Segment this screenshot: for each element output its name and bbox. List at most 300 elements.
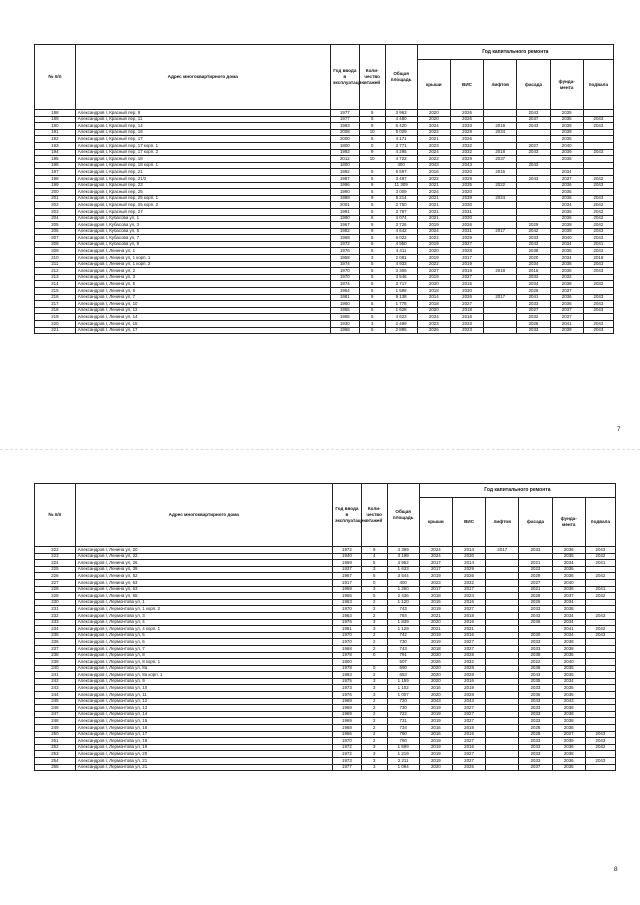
cell-lifts: 2016 [484, 169, 517, 176]
cell-floors: 3 [361, 764, 387, 771]
cell-foundation: 2038 [552, 606, 585, 613]
cell-basement: 2043 [583, 307, 613, 314]
cell-basement: 2043 [583, 149, 613, 156]
page-number: 7 [617, 426, 621, 433]
cell-address: Александров г, Лермонтова ул, 4 [75, 619, 332, 626]
cell-basement: 2042 [585, 573, 615, 580]
cell-roofs: 2020 [419, 652, 452, 659]
cell-vis: 2027 [452, 758, 485, 765]
cell-lifts [486, 764, 519, 771]
cell-area: 4 952 [387, 560, 419, 567]
cell-floors: 3 [361, 758, 387, 765]
table-row [35, 321, 614, 328]
cell-num: 223 [35, 553, 76, 560]
cell-vis: 2027 [450, 274, 483, 281]
cell-area: 5 597 [385, 169, 417, 176]
cell-year: 1972 [330, 241, 359, 248]
cell-num: 243 [35, 685, 76, 692]
cell-facade: 2027 [519, 579, 552, 586]
cell-num: 229 [35, 593, 76, 600]
cell-num: 208 [35, 241, 76, 248]
cell-basement: 2043 [583, 261, 613, 268]
cell-year: 1993 [330, 123, 359, 130]
cell-year: 1800 [330, 142, 359, 149]
cell-facade: 2030 [519, 632, 552, 639]
cell-facade: 2016 [517, 268, 550, 275]
cell-area: 730 [387, 639, 419, 646]
col-lifts-header: лифтов [486, 498, 519, 547]
cell-year: 1969 [332, 698, 361, 705]
cell-floors: 2 [361, 645, 387, 652]
cell-year: 1965 [330, 314, 359, 321]
cell-floors: 9 [359, 149, 385, 156]
cell-address: Александров г, Красный пер, 14 [75, 123, 330, 130]
cell-area: 3 306 [385, 268, 417, 275]
cell-num: 219 [35, 314, 76, 321]
cell-vis: 2027 [452, 606, 485, 613]
cell-year: 1964 [330, 288, 359, 295]
cell-address: Александров г, Красный пер, 23 [75, 182, 330, 189]
cell-foundation: 2035 [552, 685, 585, 692]
cell-basement [585, 678, 615, 685]
repair-year-group-header: Год капитального ремонта [419, 484, 615, 498]
cell-area: 400 [385, 162, 417, 169]
cell-year: 1966 [332, 731, 361, 738]
col-num-header: № п/п [35, 45, 76, 110]
cell-facade: 2033 [519, 645, 552, 652]
cell-address: Александров г, Ленина ул, 63 [75, 586, 332, 593]
cell-foundation: 2036 [552, 758, 585, 765]
cell-basement [583, 156, 613, 163]
cell-roofs: 2018 [419, 593, 452, 600]
cell-floors: 5 [359, 241, 385, 248]
cell-facade: 2027 [517, 307, 550, 314]
table-row [35, 255, 614, 262]
cell-area: 720 [387, 698, 419, 705]
cell-vis: 2028 [452, 672, 485, 679]
cell-year: 1959 [332, 586, 361, 593]
cell-year: 1982 [330, 228, 359, 235]
table-row [35, 274, 614, 281]
cell-facade: 2043 [517, 149, 550, 156]
cell-foundation: 2035 [552, 652, 585, 659]
table-row [35, 639, 616, 646]
cell-num: 222 [35, 547, 76, 554]
col-roofs-header: крыши [419, 498, 452, 547]
table-row [35, 307, 614, 314]
cell-roofs: 2017 [419, 560, 452, 567]
cell-lifts [484, 208, 517, 215]
cell-area: 3 963 [385, 110, 417, 117]
cell-address: Александров г, Ленина ул, 26 [75, 560, 332, 567]
cell-num: 195 [35, 156, 76, 163]
cell-floors: 0 [361, 652, 387, 659]
cell-area: 1 599 [387, 744, 419, 751]
cell-floors [361, 659, 387, 666]
cell-address: Александров г, Лермонтова ул, 8а корп. 1 [75, 672, 332, 679]
cell-vis: 2016 [452, 678, 485, 685]
cell-year: 1981 [330, 294, 359, 301]
cell-area: 1 219 [387, 751, 419, 758]
cell-foundation: 2038 [552, 645, 585, 652]
cell-floors: 0 [361, 665, 387, 672]
cell-foundation: 2036 [552, 547, 585, 554]
cell-basement [585, 665, 615, 672]
cell-address: Александров г, Лермонтова ул, 10 [75, 685, 332, 692]
cell-floors: 5 [359, 175, 385, 182]
cell-year: 1976 [330, 248, 359, 255]
cell-facade [517, 189, 550, 196]
col-area-header: Общая площадь [385, 45, 417, 110]
cell-area: 1 260 [387, 586, 419, 593]
cell-area: 742 [387, 632, 419, 639]
cell-lifts [484, 241, 517, 248]
cell-address: Александров г, Красный пер, 25 корп. 1 [75, 195, 330, 202]
cell-foundation: 2036 [550, 195, 583, 202]
cell-lifts [484, 327, 517, 334]
cell-num: 196 [35, 162, 76, 169]
cell-basement [585, 645, 615, 652]
cell-foundation: 2037 [550, 314, 583, 321]
table-row [35, 678, 616, 685]
table-row [35, 744, 616, 751]
cell-num: 254 [35, 758, 76, 765]
cell-facade: 2043 [517, 175, 550, 182]
cell-roofs: 2021 [417, 208, 450, 215]
table-row [35, 314, 614, 321]
cell-foundation: 2034 [552, 619, 585, 626]
cell-foundation: 2036 [550, 156, 583, 163]
cell-year: 1970 [330, 274, 359, 281]
cell-foundation: 2041 [550, 321, 583, 328]
cell-vis: 2019 [452, 685, 485, 692]
cell-roofs: 2026 [419, 659, 452, 666]
cell-address: Александров г, Ленина ул, 6 [75, 288, 330, 295]
cell-floors: 9 [359, 294, 385, 301]
table-row [35, 579, 616, 586]
cell-basement: 2042 [583, 202, 613, 209]
table-row [35, 652, 616, 659]
cell-address: Александров г, Лермонтова ул, 7 [75, 645, 332, 652]
cell-roofs: 2020 [419, 692, 452, 699]
cell-roofs: 2019 [419, 632, 452, 639]
cell-floors: 0 [359, 142, 385, 149]
cell-roofs: 2019 [419, 606, 452, 613]
cell-floors: 3 [361, 744, 387, 751]
cell-floors: 2 [361, 599, 387, 606]
cell-facade: 2026 [517, 321, 550, 328]
repair-table-page-8 [34, 483, 616, 771]
col-roofs-header: крыши [417, 60, 450, 110]
cell-facade: 2037 [519, 764, 552, 771]
cell-num: 212 [35, 268, 76, 275]
cell-num: 201 [35, 195, 76, 202]
cell-facade: 2036 [519, 692, 552, 699]
cell-area: 4 933 [385, 261, 417, 268]
cell-area: 653 [387, 672, 419, 679]
cell-basement: 2042 [585, 553, 615, 560]
cell-num: 231 [35, 606, 76, 613]
cell-basement [585, 725, 615, 732]
cell-year: 1960 [330, 301, 359, 308]
cell-facade [517, 156, 550, 163]
cell-roofs: 2017 [419, 586, 452, 593]
cell-address: Александров г, Ленина ул, 65 [75, 593, 332, 600]
cell-year: 1977 [330, 116, 359, 123]
cell-basement [585, 711, 615, 718]
cell-lifts [484, 255, 517, 262]
cell-num: 192 [35, 136, 76, 143]
cell-floors: 2 [361, 606, 387, 613]
table-row [35, 566, 616, 573]
cell-foundation: 2039 [550, 149, 583, 156]
cell-area: 5 214 [385, 195, 417, 202]
cell-basement [585, 652, 615, 659]
cell-lifts [486, 553, 519, 560]
cell-lifts [486, 738, 519, 745]
cell-num: 230 [35, 599, 76, 606]
cell-floors: 3 [361, 619, 387, 626]
cell-foundation: 2036 [552, 586, 585, 593]
cell-num: 232 [35, 612, 76, 619]
cell-floors: 2 [361, 698, 387, 705]
table-row [35, 711, 616, 718]
cell-address: Александров г, Красный пер, 21/2 [75, 175, 330, 182]
cell-floors: 5 [359, 281, 385, 288]
cell-facade: 2033 [517, 327, 550, 334]
cell-basement: 2042 [583, 215, 613, 222]
cell-floors: 5 [359, 248, 385, 255]
cell-vis: 2030 [452, 553, 485, 560]
cell-num: 206 [35, 228, 76, 235]
cell-area: 11 309 [385, 182, 417, 189]
cell-lifts [484, 162, 517, 169]
cell-address: Александров г, Лермонтова ул, 21 [75, 758, 332, 765]
cell-lifts [486, 593, 519, 600]
cell-address: Александров г, Ленина ул, 10 [75, 301, 330, 308]
cell-vis: 2031 [452, 626, 485, 633]
cell-num: 241 [35, 672, 76, 679]
cell-area: 1 598 [385, 288, 417, 295]
cell-basement: 2042 [585, 626, 615, 633]
cell-num: 224 [35, 560, 76, 567]
cell-basement: 2042 [583, 175, 613, 182]
cell-address: Александров г, Ленина ул, 5 [75, 281, 330, 288]
cell-year: 1992 [330, 149, 359, 156]
cell-facade: 2043 [517, 123, 550, 130]
cell-num: 197 [35, 169, 76, 176]
cell-basement [583, 274, 613, 281]
cell-num: 248 [35, 718, 76, 725]
cell-vis: 2043 [452, 698, 485, 705]
cell-roofs: 2043 [419, 698, 452, 705]
cell-address: Александров г, Красный пер, 11 [75, 116, 330, 123]
cell-facade: 2027 [517, 142, 550, 149]
cell-facade: 2033 [517, 301, 550, 308]
cell-year: 2008 [330, 129, 359, 136]
cell-num: 215 [35, 288, 76, 295]
cell-basement [585, 751, 615, 758]
col-lifts-header: лифтов [484, 60, 517, 110]
cell-foundation: 2037 [550, 288, 583, 295]
cell-address: Александров г, Ленина ул, 17 [75, 327, 330, 334]
cell-num: 220 [35, 321, 76, 328]
cell-basement: 2043 [583, 248, 613, 255]
cell-roofs: 2022 [417, 235, 450, 242]
cell-foundation: 2038 [550, 222, 583, 229]
cell-foundation: 2036 [550, 215, 583, 222]
cell-basement [585, 698, 615, 705]
cell-address: Александров г, Лермонтова ул, 8 [75, 652, 332, 659]
col-year-header: Год ввода в эксплуатацию [330, 45, 359, 110]
cell-foundation: 2035 [552, 553, 585, 560]
table-row [35, 195, 614, 202]
table-row [35, 281, 614, 288]
cell-roofs: 2021 [419, 626, 452, 633]
cell-address: Александров г, Ленина ул, 20 [75, 547, 332, 554]
cell-address: Александров г, Лермонтова ул, 1 корп. 2 [75, 606, 332, 613]
cell-address: Александров г, Лермонтова ул, 15 [75, 718, 332, 725]
cell-year: 1978 [332, 665, 361, 672]
cell-lifts [484, 301, 517, 308]
cell-foundation: 2036 [550, 182, 583, 189]
cell-num: 228 [35, 586, 76, 593]
cell-year: 1970 [330, 268, 359, 275]
cell-address: Александров г, Красный пер, 17 корп. 2 [75, 149, 330, 156]
table-row [35, 586, 616, 593]
cell-area: 790 [387, 731, 419, 738]
cell-facade: 2033 [519, 606, 552, 613]
cell-foundation: 2039 [550, 129, 583, 136]
cell-vis: 2016 [452, 619, 485, 626]
cell-roofs: 2018 [417, 301, 450, 308]
cell-year: 1990 [330, 189, 359, 196]
cell-facade [517, 208, 550, 215]
cell-year: 1977 [330, 110, 359, 117]
cell-year: 2012 [330, 156, 359, 163]
cell-floors: 9 [359, 228, 385, 235]
cell-floors: 5 [359, 288, 385, 295]
cell-vis: 2016 [452, 599, 485, 606]
cell-num: 227 [35, 579, 76, 586]
cell-roofs: 2019 [417, 274, 450, 281]
table-row [35, 659, 616, 666]
cell-lifts: 2024 [484, 195, 517, 202]
cell-address: Александров г, Ленина ул, 1 корп. 1 [75, 255, 330, 262]
cell-lifts [486, 652, 519, 659]
cell-lifts: 2037 [484, 156, 517, 163]
cell-year: 1973 [332, 685, 361, 692]
cell-vis: 2019 [452, 725, 485, 732]
col-num-header: № п/п [35, 484, 76, 547]
cell-foundation: 2036 [550, 294, 583, 301]
cell-facade: 2028 [519, 725, 552, 732]
cell-foundation: 2034 [552, 612, 585, 619]
cell-roofs: 2020 [417, 307, 450, 314]
cell-vis: 2030 [450, 202, 483, 209]
table-row [35, 685, 616, 692]
cell-vis: 2028 [450, 248, 483, 255]
cell-num: 205 [35, 222, 76, 229]
cell-vis: 2039 [450, 195, 483, 202]
cell-lifts [484, 307, 517, 314]
cell-lifts [486, 685, 519, 692]
cell-vis: 2023 [450, 327, 483, 334]
col-facade-header: фасада [517, 60, 550, 110]
cell-num: 253 [35, 751, 76, 758]
cell-foundation [550, 162, 583, 169]
cell-lifts: 2017 [484, 294, 517, 301]
cell-roofs: 2016 [419, 599, 452, 606]
cell-address: Александров г, Кубасова ул, 9 [75, 241, 330, 248]
cell-foundation: 2034 [552, 560, 585, 567]
table-row [35, 215, 614, 222]
cell-lifts [486, 744, 519, 751]
cell-floors: 5 [361, 593, 387, 600]
table-row [35, 725, 616, 732]
cell-num: 202 [35, 202, 76, 209]
cell-lifts [486, 606, 519, 613]
cell-basement: 2032 [583, 281, 613, 288]
cell-roofs: 2021 [417, 202, 450, 209]
cell-year: 1969 [330, 235, 359, 242]
cell-facade: 2028 [519, 593, 552, 600]
cell-roofs: 2020 [417, 110, 450, 117]
cell-num: 238 [35, 652, 76, 659]
cell-lifts [484, 202, 517, 209]
table-row [35, 202, 614, 209]
cell-year: 1991 [332, 626, 361, 633]
cell-floors: 2 [361, 639, 387, 646]
cell-roofs: 2019 [419, 639, 452, 646]
cell-facade: 2043 [517, 241, 550, 248]
cell-lifts [486, 758, 519, 765]
cell-lifts [486, 692, 519, 699]
cell-address: Александров г, Ленина ул, 15 [75, 321, 330, 328]
table-row [35, 182, 614, 189]
cell-area: 1 778 [385, 301, 417, 308]
cell-foundation: 2036 [552, 566, 585, 573]
table-row [35, 110, 614, 117]
cell-foundation: 2038 [552, 711, 585, 718]
cell-lifts [486, 665, 519, 672]
table-row [35, 294, 614, 301]
cell-facade: 2034 [517, 281, 550, 288]
cell-address: Александров г, Ленина ул, 1 [75, 248, 330, 255]
cell-basement: 2042 [583, 208, 613, 215]
cell-floors: 5 [359, 268, 385, 275]
cell-floors: 3 [361, 566, 387, 573]
cell-num: 188 [35, 110, 76, 117]
repair-year-group-header: Год капитального ремонта [417, 45, 613, 60]
cell-foundation: 2040 [552, 659, 585, 666]
cell-year: 1965 [332, 593, 361, 600]
cell-roofs: 2019 [419, 744, 452, 751]
table-row [35, 189, 614, 196]
cell-address: Александров г, Красный пер, 17 корп. 1 [75, 142, 330, 149]
cell-address: Александров г, Лермонтова ул, 1 [75, 599, 332, 606]
cell-roofs: 2020 [417, 116, 450, 123]
cell-foundation: 2034 [550, 255, 583, 262]
cell-lifts [486, 678, 519, 685]
cell-num: 242 [35, 678, 76, 685]
cell-area: 4 722 [385, 156, 417, 163]
cell-vis: 2035 [450, 182, 483, 189]
cell-floors: 3 [361, 626, 387, 633]
cell-year: 1987 [330, 175, 359, 182]
cell-basement [585, 692, 615, 699]
cell-area: 4 171 [385, 136, 417, 143]
